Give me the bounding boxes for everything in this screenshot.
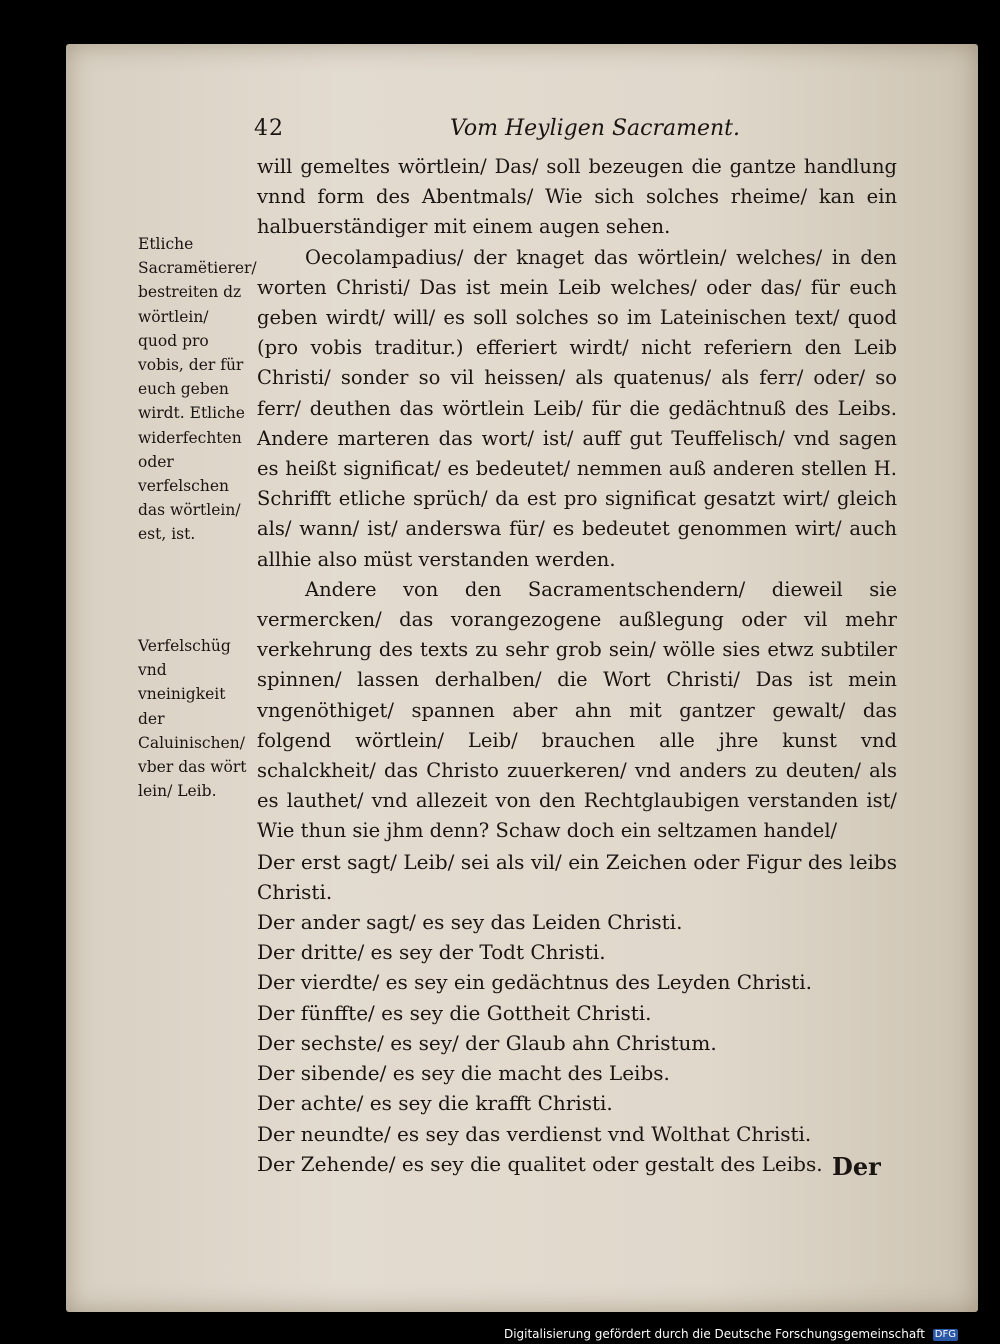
list-item: Der vierdte/ es sey ein gedächtnus des Leyden Christi. (257, 970, 812, 995)
list-item: Der neundte/ es sey das verdienst vnd Wolthat Christi. (257, 1121, 812, 1146)
paragraph-3: Andere von den Sacramentschendern/ dieweil sie vermercken/ das vorangezogene außlegung oder vil mehr verkehrung des texts zu sehr grob sein/ wölle sies etwz subtiler spinnen/ lassen derhalben/ die Wort Christi/ Das ist mein vngenöthiget/ spannen aber ahn mit gantzer gewalt/ das folgend wörtlein/ Leib/ brauchen alle jhre kunst vnd schalckheit/ das Christo zuuerkeren/ vnd anders zu deuten/ als es lauthet/ vnd allezeit von den Rechtglaubigen verstanden ist/ Wie thun sie jhm denn? Schaw doch ein seltzamen handel/ (257, 577, 897, 843)
digitization-credit (504, 1327, 958, 1341)
credit-text: Digitalisierung gefördert durch die Deutsche Forschungsgemeinschaft (503, 1327, 925, 1341)
dfg-logo-icon: DFG (934, 1328, 956, 1340)
interpretation-list (257, 847, 897, 1179)
list-item: Der fünffte/ es sey die Gottheit Christi. (257, 1000, 652, 1025)
list-item: Der dritte/ es sey der Todt Christi. (257, 940, 606, 965)
page-content (66, 44, 978, 1312)
list-item: Der achte/ es sey die krafft Christi. (257, 1091, 613, 1116)
margin-note: Etliche Sacramëtierer/ bestreiten dz wörtlein/ quod pro vobis, der für euch geben wirdt. Etliche widerfechten oder verfelschen das wörtlein/ est, ist. (138, 235, 257, 544)
margin-note: Verfelschüg vnd vneinigkeit der Caluinischen/ vber das wört lein/ Leib. (138, 637, 247, 801)
page-header (254, 116, 894, 146)
main-text (257, 152, 897, 1179)
paragraph-2: Oecolampadius/ der knaget das wörtlein/ welches/ in den worten Christi/ Das ist mein Leib welches/ oder das/ für euch geben wirdt/ will/ es soll solches so im Lateinischen text/ quod (pro vobis traditur.) efferiert wirdt/ nicht referiern den Leib Christi/ sonder so vil heissen/ als quatenus/ als ferr/ oder/ so ferr/ deuthen das wörtlein Leib/ für die gedächtnuß des Leibs. Andere marteren das wort/ ist/ auff gut Teuffelisch/ vnd sagen es heißt significat/ es bedeutet/ nemmen auß anderen stellen H. Schrifft etliche sprüch/ da est pro significat gesatzt wirt/ gleich als/ wann/ ist/ anderswa für/ es bedeutet genommen wirt/ auch allhie also müst verstanden werden. (257, 245, 897, 571)
page-number: 42 (254, 116, 284, 141)
list-item: Der sechste/ es sey/ der Glaub ahn Christum. (257, 1030, 717, 1055)
paragraph-1: will gemeltes wörtlein/ Das/ soll bezeugen die gantze handlung vnnd form des Abentmals/ Wie sich solches rheime/ kan ein halbuerständiger mit einem augen sehen. (257, 155, 897, 239)
catchword: Der (832, 1152, 881, 1181)
list-item: Der ander sagt/ es sey das Leiden Christi. (257, 910, 683, 935)
list-item: Der sibende/ es sey die macht des Leibs. (257, 1061, 670, 1086)
list-item: Der erst sagt/ Leib/ sei als vil/ ein Zeichen oder Figur des leibs Christi. (257, 849, 897, 904)
list-item: Der Zehende/ es sey die qualitet oder gestalt des Leibs. (257, 1151, 823, 1176)
running-title: Vom Heyligen Sacrament. (450, 116, 740, 141)
